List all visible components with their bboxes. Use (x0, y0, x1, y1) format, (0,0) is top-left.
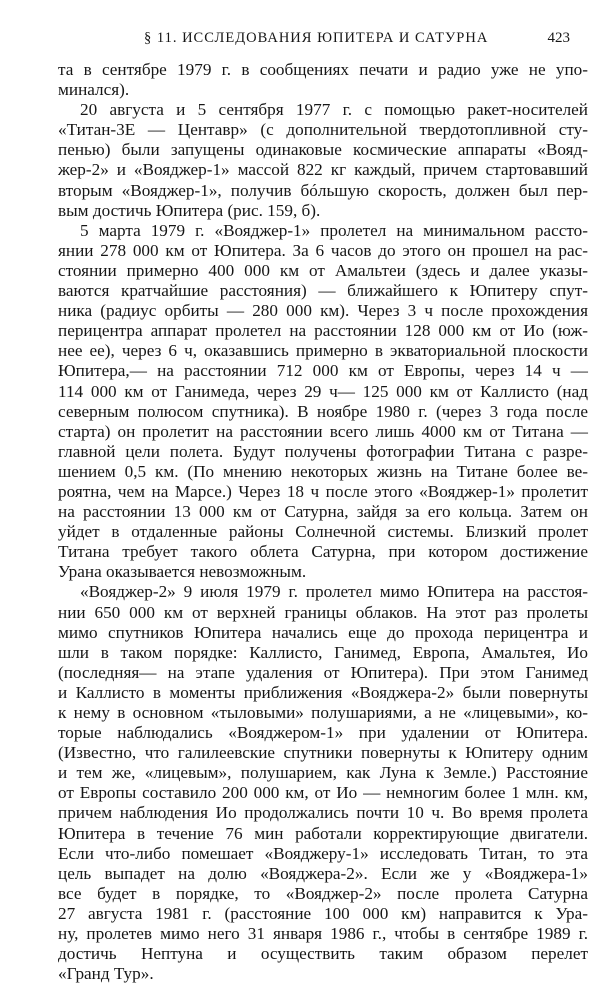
text-line: на расстоянии 13 000 км от Сатурна, зайдя за его кольца. Затем он (58, 502, 588, 522)
text-line: торые наблюдались «Вояджером-1» при удалении от Юпитера. (58, 723, 588, 743)
text-line: мимо спутников Юпитера начались еще до прохода перицентра и (58, 622, 588, 642)
text-line: все будет в порядке, то «Вояджер-2» после пролета Сатурна (58, 883, 588, 903)
text-line: жер-2» и «Вояджер-1» массой 822 кг каждый, причем стартовавший (58, 160, 588, 180)
text-line: ника (радиус орбиты — 280 000 км). Через 3 ч после прохождения (58, 301, 588, 321)
text-line: минался). (58, 80, 130, 100)
text-line: Титана требует такого облета Сатурна, при котором достижение (58, 542, 588, 562)
text-line: стоянии примерно 400 000 км от Амальтеи (здесь и далее указы- (58, 260, 588, 280)
text-line: Если что-либо помешает «Вояджеру-1» исследовать Титан, то эта (58, 843, 588, 863)
text-line: 5 марта 1979 г. «Вояджер-1» пролетел на минимальном рассто- (80, 220, 588, 240)
text-line: ну, пролетев мимо него 31 января 1986 г., чтобы в сентябре 1989 г. (58, 924, 588, 944)
body-text (58, 60, 588, 984)
text-line: та в сентябре 1979 г. в сообщениях печати и радио уже не упо- (58, 60, 588, 79)
running-title: § 11. ИССЛЕДОВАНИЯ ЮПИТЕРА И САТУРНА (144, 30, 489, 46)
text-line: от Европы составило 200 000 км, от Ио — немногим более 1 млн. км, (58, 783, 588, 803)
text-line: пенью) были запущены одинаковые космические аппараты «Вояд- (58, 140, 588, 160)
text-line: Юпитера в течение 76 мин работали корректирующие двигатели. (58, 823, 588, 843)
text-line: нии 650 000 км от верхней границы облаков. На этот раз пролеты (58, 602, 588, 622)
text-line: цель выпадет на долю «Вояджера-2». Если же у «Вояджера-1» (58, 863, 588, 883)
text-line: шением 0,5 км. (По мнению некоторых жизнь на Титане более ве- (58, 461, 588, 481)
text-line: вторым «Вояджер-1», получив бóльшую скорость, должен был пер- (58, 180, 588, 200)
text-line: 27 августа 1981 г. (расстояние 100 000 км) направится к Ура- (58, 903, 588, 923)
text-line: причем наблюдения Ио продолжались почти 10 ч. Во время пролета (58, 803, 588, 823)
text-line: 20 августа и 5 сентября 1977 г. с помощью ракет-носителей (80, 100, 588, 120)
text-line: «Титан-3Е — Центавр» (с дополнительной твердотопливной сту- (58, 120, 588, 140)
text-line: уйдет в отдаленные районы Солнечной системы. Близкий пролет (58, 522, 588, 542)
text-line: достичь Нептуна и осуществить таким образом перелет (58, 944, 588, 964)
text-line: ваются кратчайшие расстояния) — ближайшего к Юпитеру спут- (58, 281, 588, 301)
text-line: главной цели полета. Будут получены фотографии Титана с разре- (58, 441, 588, 461)
text-line: перицентра аппарат пролетел на расстоянии 128 000 км от Ио (юж- (58, 321, 588, 341)
text-line: (Известно, что галилеевские спутники повернуты к Юпитеру одним (58, 743, 588, 763)
text-line: (последняя— на этапе удаления от Юпитера). При этом Ганимед (58, 662, 588, 682)
page-header (0, 30, 600, 54)
text-line: «Вояджер-2» 9 июля 1979 г. пролетел мимо Юпитера на расстоя- (80, 582, 588, 602)
text-line: роятна, чем на Марсе.) Через 18 ч после этого «Вояджер-1» пролетит (58, 481, 588, 501)
text-line: шли в таком порядке: Каллисто, Ганимед, Европа, Амальтея, Ио (58, 642, 588, 662)
text-line: «Гранд Тур». (58, 964, 154, 984)
text-line: вым достичь Юпитера (рис. 159, б). (58, 200, 321, 220)
text-line: Юпитера,— на расстоянии 712 000 км от Европы, через 14 ч — (58, 361, 588, 381)
text-line: нее ее), через 6 ч, оказавшись примерно в экваториальной плоскости (58, 341, 588, 361)
text-line: к нему в основном «тыловыми» полушариями, а не «лицевыми», ко- (58, 703, 588, 722)
text-line: Урана оказывается невозможным. (58, 562, 307, 582)
page-number: 423 (547, 30, 570, 46)
text-line: янии 278 000 км от Юпитера. За 6 часов до этого он прошел на рас- (58, 240, 588, 260)
text-line: и тем же, «лицевым», полушарием, как Луна к Земле.) Расстояние (58, 763, 588, 783)
text-line: северным полюсом спутника). В ноябре 1980 г. (через 3 года после (58, 401, 588, 421)
text-line: старта) он пролетит на расстоянии всего лишь 4000 км от Титана — (58, 421, 588, 441)
text-line: и Каллисто в моменты приближения «Вояджера-2» были повернуты (58, 682, 588, 702)
text-line: 114 000 км от Ганимеда, через 29 ч— 125 000 км от Каллисто (над (58, 381, 588, 401)
